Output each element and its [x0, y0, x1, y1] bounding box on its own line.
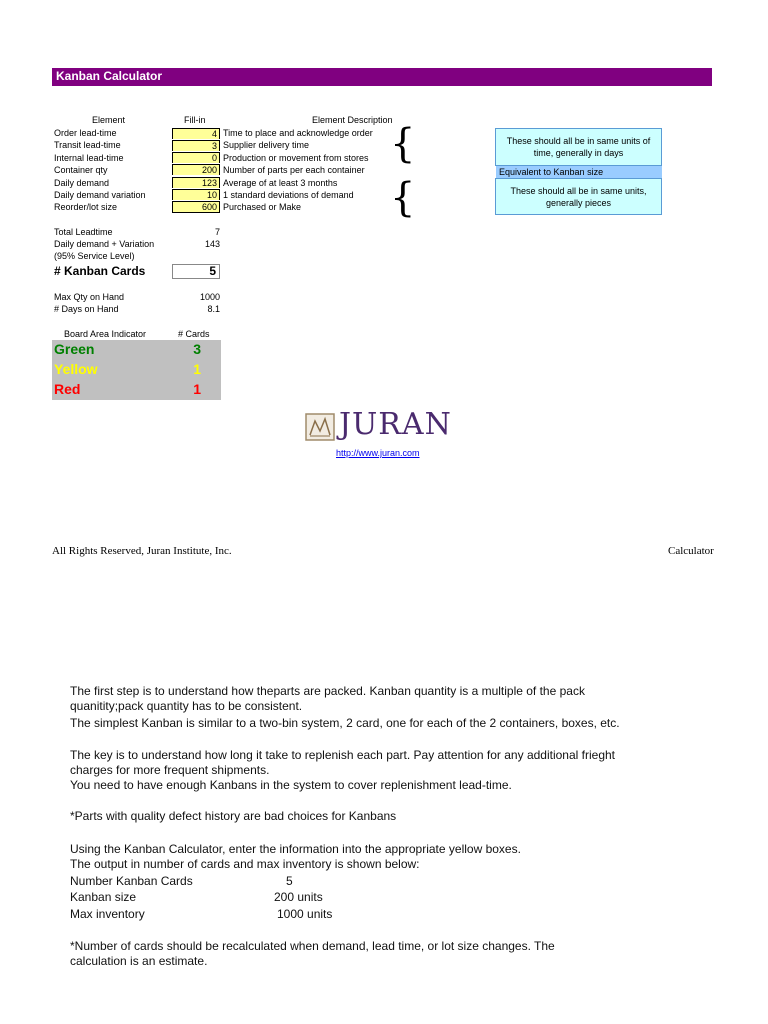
service-level-label: (95% Service Level): [54, 251, 135, 261]
paragraph: *Parts with quality defect history are bad choices for Kanbans: [70, 809, 397, 823]
board-count: 1: [193, 361, 201, 377]
row-description: Average of at least 3 months: [223, 178, 338, 188]
kanban-cards-value: 5: [172, 264, 220, 279]
transit-leadtime-input[interactable]: 3: [172, 140, 220, 151]
output-label: Number Kanban Cards: [70, 874, 193, 888]
row-label: Reorder/lot size: [54, 202, 118, 212]
row-description: Supplier delivery time: [223, 140, 310, 150]
demand-variation-value: 143: [204, 239, 220, 249]
row-description: 1 standard deviations of demand: [223, 190, 354, 200]
days-on-hand-label: # Days on Hand: [54, 304, 119, 314]
header-element: Element: [92, 115, 126, 125]
row-description: Purchased or Make: [223, 202, 302, 212]
days-on-hand-value: 8.1: [207, 304, 220, 314]
juran-link[interactable]: http://www.juran.com: [336, 448, 420, 458]
paragraph: The simplest Kanban is similar to a two-bin system, 2 card, one for each of the 2 containers, boxes, etc.: [70, 716, 620, 730]
row-label: Daily demand variation: [54, 190, 146, 200]
rights-text: All Rights Reserved, Juran Institute, Inc.: [52, 545, 232, 557]
board-row-yellow: [54, 360, 219, 380]
reorder-lot-size-input[interactable]: 600: [172, 201, 220, 213]
order-leadtime-input[interactable]: 4: [172, 128, 220, 139]
board-area-header: Board Area Indicator: [64, 329, 147, 339]
row-label: Internal lead-time: [54, 153, 124, 163]
max-qty-label: Max Qty on Hand: [54, 292, 125, 302]
equivalent-kanban-note: Equivalent to Kanban size: [496, 166, 662, 178]
output-value: 5: [286, 874, 293, 888]
row-description: Time to place and acknowledge order: [223, 128, 373, 138]
paragraph: The key is to understand how long it take to replenish each part. Pay attention for any additional frieght charges for more frequent shipments.: [70, 748, 615, 777]
internal-leadtime-input[interactable]: 0: [172, 152, 220, 163]
piece-units-note: These should all be in same units, generally pieces: [495, 178, 662, 215]
board-name: Red: [54, 381, 81, 397]
board-row-green: [54, 340, 219, 360]
paragraph: You need to have enough Kanbans in the system to cover replenishment lead-time.: [70, 778, 512, 792]
header-description: Element Description: [312, 115, 393, 125]
brace-icon: {: [390, 121, 416, 167]
total-leadtime-label: Total Leadtime: [54, 227, 113, 237]
output-label: Kanban size: [70, 890, 137, 904]
paragraph: *Number of cards should be recalculated when demand, lead time, or lot size changes. The calculation is an estimate.: [70, 939, 555, 968]
total-leadtime-value: 7: [214, 227, 220, 237]
output-value: 1000 units: [277, 907, 333, 921]
juran-logo: [305, 407, 452, 446]
board-count: 1: [193, 381, 201, 397]
row-label: Daily demand: [54, 178, 110, 188]
container-qty-input[interactable]: 200: [172, 164, 220, 175]
board-count: 3: [193, 341, 201, 357]
page-title: Kanban Calculator: [56, 69, 163, 83]
row-description: Number of parts per each container: [223, 165, 365, 175]
daily-demand-input[interactable]: 123: [172, 177, 220, 188]
paragraph: Using the Kanban Calculator, enter the information into the appropriate yellow boxes.: [70, 842, 521, 856]
title-bar: [52, 68, 712, 86]
board-cards-header: # Cards: [178, 329, 210, 339]
board-row-red: [54, 380, 219, 400]
output-value: 200 units: [274, 890, 323, 904]
demand-variation-input[interactable]: 10: [172, 189, 220, 200]
logo-text: JURAN: [339, 407, 452, 442]
max-qty-value: 1000: [199, 292, 220, 302]
header-fillin: Fill-in: [184, 115, 206, 125]
row-label: Container qty: [54, 165, 108, 175]
board-name: Yellow: [54, 361, 98, 377]
row-description: Production or movement from stores: [223, 153, 369, 163]
brace-icon: {: [390, 175, 416, 221]
kanban-cards-label: # Kanban Cards: [54, 264, 146, 278]
row-label: Transit lead-time: [54, 140, 121, 150]
juran-emblem-icon: [305, 413, 335, 441]
board-area-indicator: [52, 340, 221, 400]
sheet-name: Calculator: [668, 545, 714, 557]
board-name: Green: [54, 341, 95, 357]
paragraph: The first step is to understand how theparts are packed. Kanban quantity is a multiple of the pack quanitity;pack quantity has to be consistent.: [70, 684, 585, 713]
output-label: Max inventory: [70, 907, 145, 921]
paragraph: The output in number of cards and max inventory is shown below:: [70, 857, 420, 871]
time-units-note: These should all be in same units of time, generally in days: [495, 128, 662, 166]
row-label: Order lead-time: [54, 128, 117, 138]
demand-variation-label: Daily demand + Variation: [54, 239, 155, 249]
